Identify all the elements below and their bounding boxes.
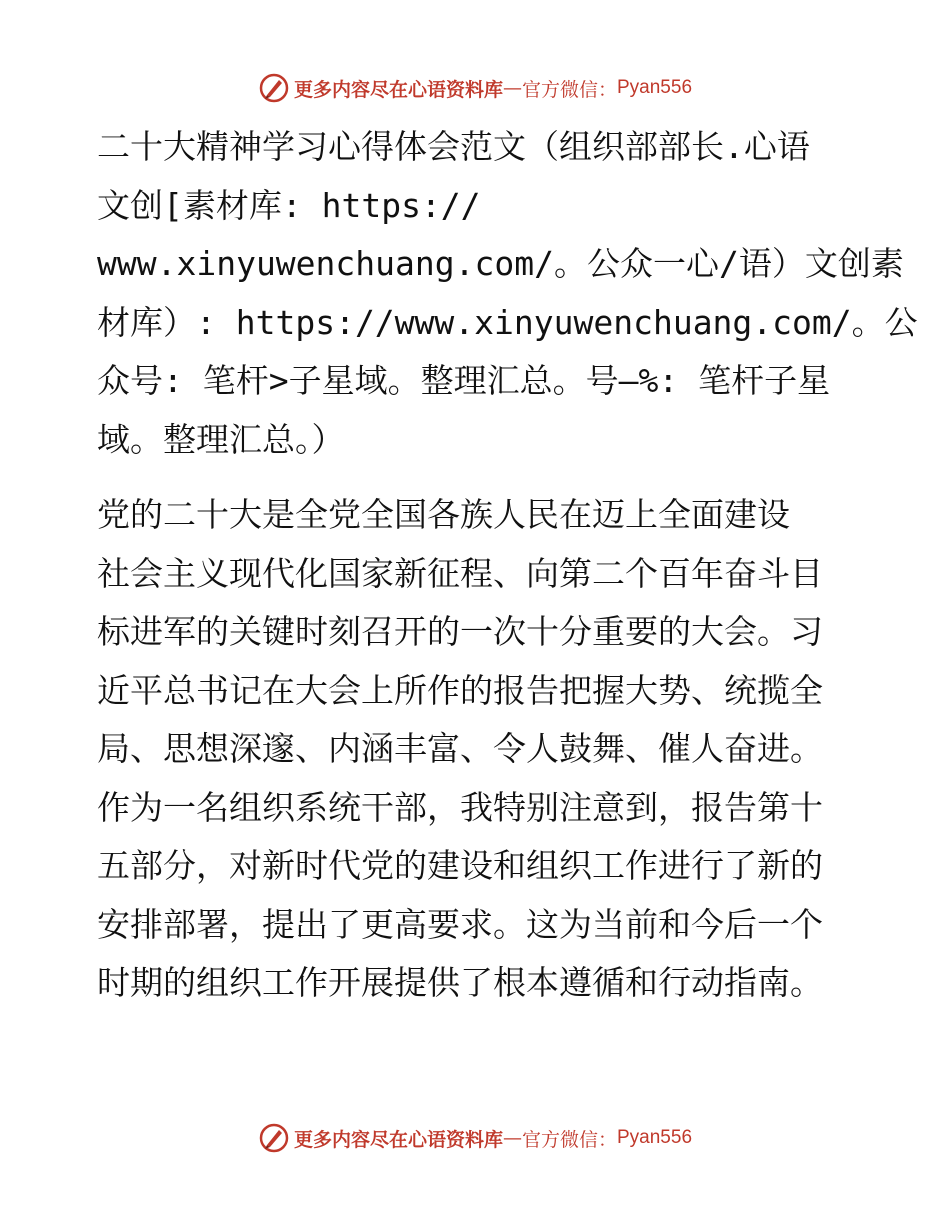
body-line: 近平总书记在大会上所作的报告把握大势、统揽全 — [97, 670, 823, 710]
body-paragraph — [97, 486, 853, 1013]
body-line: 社会主义现代化国家新征程、向第二个百年奋斗目 — [97, 553, 823, 593]
intro-line: 域。整理汇总。） — [97, 419, 345, 459]
body-line: 时期的组织工作开展提供了根本遵循和行动指南。 — [97, 963, 823, 1002]
banner-site-text: 更多内容尽在心语资料库 — [293, 1128, 503, 1151]
intro-line: 材库）: https://www.xinyuwenchuang.com/。公 — [97, 302, 918, 342]
body-line: 作为一名组织系统干部，我特别注意到，报告第十 — [97, 787, 823, 827]
body-line: 标进军的关键时刻召开的一次十分重要的大会。习 — [97, 612, 823, 651]
pen-logo-icon — [258, 72, 290, 104]
body-line: 五部分，对新时代党的建设和组织工作进行了新的 — [97, 846, 823, 885]
pen-logo-icon — [258, 1122, 290, 1154]
banner-dash: — — [502, 1127, 522, 1149]
banner-wechat-label: 官方微信： — [521, 78, 617, 101]
body-line: 局、思想深邃、内涵丰富、令人鼓舞、催人奋进。 — [97, 729, 823, 768]
intro-paragraph — [97, 118, 918, 469]
banner-dash: — — [502, 77, 522, 99]
intro-line: www.xinyuwenchuang.com/。公众一心/语）文创素 — [97, 244, 904, 283]
intro-line: 众号: 笔杆>子星域。整理汇总。号—%: 笔杆子星 — [97, 361, 831, 400]
body-line: 安排部署，提出了更高要求。这为当前和今后一个 — [97, 904, 823, 944]
banner-wechat-label: 官方微信： — [521, 1128, 617, 1151]
banner-site-text: 更多内容尽在心语资料库 — [293, 78, 503, 101]
body-line: 党的二十大是全党全国各族人民在迈上全面建设 — [97, 495, 790, 534]
banner-wechat-handle: Pyan556 — [617, 77, 693, 98]
intro-line: 二十大精神学习心得体会范文（组织部部长.心语 — [97, 127, 810, 166]
banner-wechat-handle: Pyan556 — [617, 1127, 693, 1148]
intro-line: 文创[素材库: https:// — [97, 185, 481, 225]
header-watermark-banner — [0, 72, 950, 104]
footer-watermark-banner — [0, 1122, 950, 1154]
